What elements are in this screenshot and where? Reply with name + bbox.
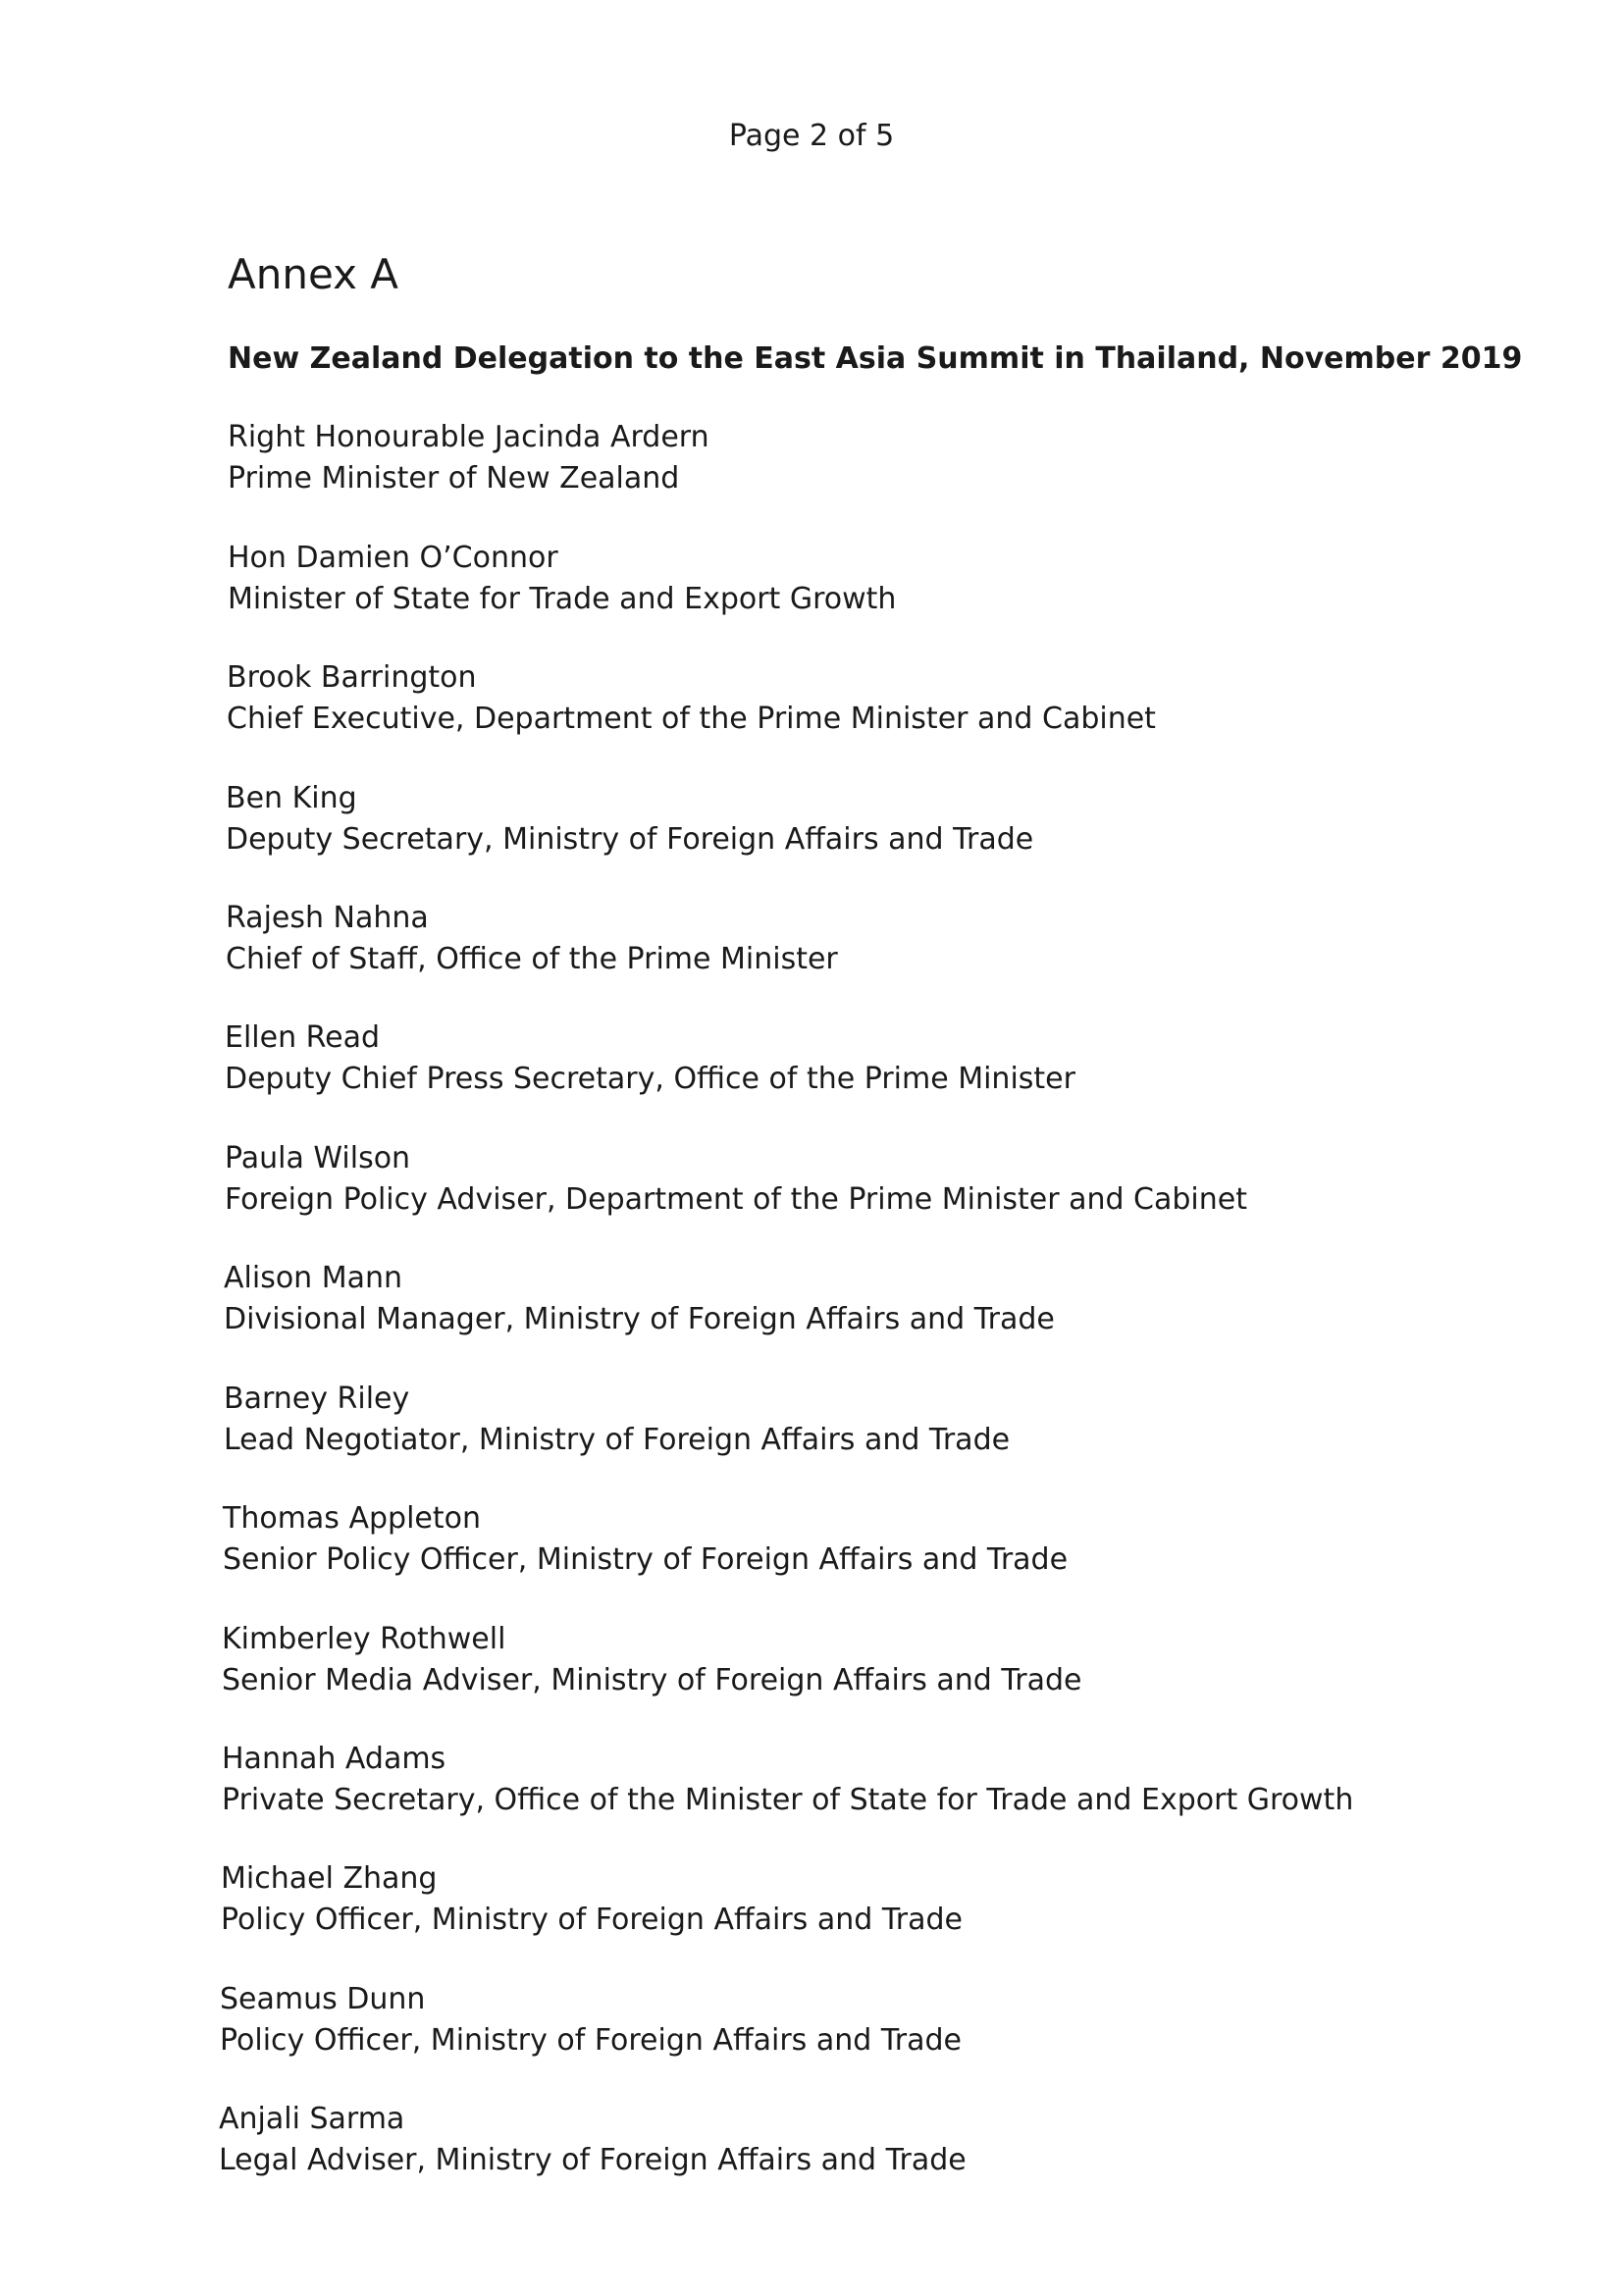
delegate-entry (222, 1739, 1353, 1821)
delegate-entry (219, 2099, 967, 2181)
delegate-name: Hon Damien O’Connor (228, 541, 558, 575)
delegate-name: Kimberley Rothwell (222, 1622, 506, 1656)
delegate-role: Chief of Staff, Office of the Prime Minister (226, 942, 838, 976)
delegate-role: Divisional Manager, Ministry of Foreign Affairs and Trade (224, 1302, 1055, 1336)
delegate-role: Foreign Policy Adviser, Department of the Prime Minister and Cabinet (225, 1182, 1248, 1217)
delegate-role: Senior Policy Officer, Ministry of Foreign Affairs and Trade (223, 1542, 1069, 1577)
delegate-name: Thomas Appleton (223, 1501, 481, 1536)
delegate-entry (223, 1498, 1068, 1581)
delegate-role: Legal Adviser, Ministry of Foreign Affairs and Trade (219, 2143, 967, 2177)
delegate-entry (227, 657, 1156, 740)
delegate-name: Brook Barrington (227, 660, 477, 695)
delegate-role: Deputy Secretary, Ministry of Foreign Affairs and Trade (226, 822, 1034, 857)
delegate-role: Senior Media Adviser, Ministry of Foreign Affairs and Trade (222, 1663, 1082, 1697)
delegation-heading: New Zealand Delegation to the East Asia Summit in Thailand, November 2019 (228, 341, 1523, 376)
delegate-role: Policy Officer, Ministry of Foreign Affairs and Trade (221, 1903, 963, 1937)
delegate-role: Minister of State for Trade and Export Growth (228, 582, 897, 616)
delegate-entry (224, 1379, 1010, 1461)
delegate-role: Private Secretary, Office of the Minister of State for Trade and Export Growth (222, 1783, 1354, 1817)
delegate-name: Barney Riley (224, 1382, 410, 1416)
delegate-role: Lead Negotiator, Ministry of Foreign Affairs and Trade (224, 1423, 1011, 1457)
delegate-entry (225, 1138, 1247, 1221)
delegate-entry (226, 778, 1033, 861)
delegate-entry (224, 1258, 1055, 1340)
delegate-name: Michael Zhang (221, 1861, 438, 1896)
page-number: Page 2 of 5 (728, 119, 895, 153)
delegate-role: Policy Officer, Ministry of Foreign Affairs and Trade (220, 2023, 962, 2058)
delegate-entry (222, 1619, 1082, 1701)
delegate-entry (228, 417, 709, 499)
delegate-entry (228, 538, 896, 620)
delegate-entry (225, 1018, 1075, 1100)
delegate-name: Alison Mann (224, 1261, 403, 1295)
delegate-name: Rajesh Nahna (226, 901, 429, 935)
delegate-name: Anjali Sarma (219, 2102, 405, 2136)
delegate-role: Deputy Chief Press Secretary, Office of the Prime Minister (225, 1062, 1075, 1096)
delegate-name: Paula Wilson (225, 1141, 411, 1175)
delegate-name: Right Honourable Jacinda Ardern (228, 420, 709, 454)
delegate-entry (221, 1858, 963, 1941)
delegate-role: Prime Minister of New Zealand (228, 461, 680, 496)
delegate-name: Hannah Adams (222, 1742, 446, 1776)
delegate-entry (220, 1979, 962, 2061)
delegate-name: Ben King (226, 781, 357, 815)
delegate-name: Ellen Read (225, 1020, 381, 1055)
delegate-name: Seamus Dunn (220, 1982, 426, 2016)
delegate-entry (226, 898, 838, 980)
delegate-role: Chief Executive, Department of the Prime Minister and Cabinet (227, 702, 1156, 736)
annex-title: Annex A (228, 250, 399, 298)
